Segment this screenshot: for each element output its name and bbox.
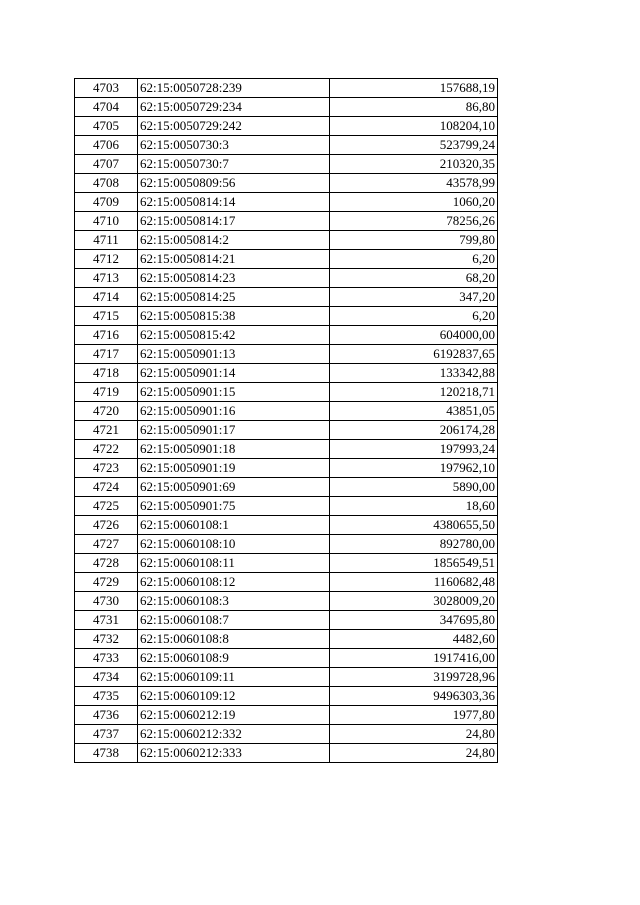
value-cell: 604000,00	[330, 326, 498, 345]
cadastral-number-cell: 62:15:0050814:14	[138, 193, 330, 212]
value-cell: 108204,10	[330, 117, 498, 136]
value-cell: 133342,88	[330, 364, 498, 383]
row-number-cell: 4723	[75, 459, 138, 478]
value-cell: 892780,00	[330, 535, 498, 554]
row-number-cell: 4733	[75, 649, 138, 668]
cadastral-number-cell: 62:15:0050901:19	[138, 459, 330, 478]
cadastral-number-cell: 62:15:0060109:12	[138, 687, 330, 706]
table-row	[75, 326, 498, 345]
table-row	[75, 269, 498, 288]
table-row	[75, 611, 498, 630]
table-row	[75, 459, 498, 478]
row-number-cell: 4706	[75, 136, 138, 155]
cadastral-table	[74, 78, 498, 763]
cadastral-number-cell: 62:15:0060108:1	[138, 516, 330, 535]
row-number-cell: 4718	[75, 364, 138, 383]
value-cell: 9496303,36	[330, 687, 498, 706]
row-number-cell: 4729	[75, 573, 138, 592]
value-cell: 1060,20	[330, 193, 498, 212]
table-row	[75, 440, 498, 459]
table-row	[75, 79, 498, 98]
table-row	[75, 212, 498, 231]
value-cell: 1856549,51	[330, 554, 498, 573]
cadastral-number-cell: 62:15:0060212:333	[138, 744, 330, 763]
cadastral-number-cell: 62:15:0060212:19	[138, 706, 330, 725]
cadastral-number-cell: 62:15:0060109:11	[138, 668, 330, 687]
table-row	[75, 649, 498, 668]
table-row	[75, 117, 498, 136]
value-cell: 120218,71	[330, 383, 498, 402]
row-number-cell: 4736	[75, 706, 138, 725]
value-cell: 24,80	[330, 744, 498, 763]
row-number-cell: 4726	[75, 516, 138, 535]
cadastral-number-cell: 62:15:0050814:17	[138, 212, 330, 231]
row-number-cell: 4734	[75, 668, 138, 687]
cadastral-number-cell: 62:15:0050901:69	[138, 478, 330, 497]
cadastral-number-cell: 62:15:0050901:15	[138, 383, 330, 402]
row-number-cell: 4710	[75, 212, 138, 231]
value-cell: 3028009,20	[330, 592, 498, 611]
row-number-cell: 4730	[75, 592, 138, 611]
cadastral-number-cell: 62:15:0050901:13	[138, 345, 330, 364]
cadastral-number-cell: 62:15:0060108:3	[138, 592, 330, 611]
table-row	[75, 535, 498, 554]
value-cell: 523799,24	[330, 136, 498, 155]
table-row	[75, 573, 498, 592]
cadastral-number-cell: 62:15:0060108:8	[138, 630, 330, 649]
row-number-cell: 4708	[75, 174, 138, 193]
table-row	[75, 231, 498, 250]
value-cell: 347,20	[330, 288, 498, 307]
value-cell: 43851,05	[330, 402, 498, 421]
table-row	[75, 364, 498, 383]
row-number-cell: 4715	[75, 307, 138, 326]
cadastral-number-cell: 62:15:0050728:239	[138, 79, 330, 98]
cadastral-number-cell: 62:15:0050814:25	[138, 288, 330, 307]
cadastral-number-cell: 62:15:0050815:42	[138, 326, 330, 345]
table-row	[75, 345, 498, 364]
value-cell: 86,80	[330, 98, 498, 117]
value-cell: 78256,26	[330, 212, 498, 231]
row-number-cell: 4719	[75, 383, 138, 402]
cadastral-number-cell: 62:15:0050729:242	[138, 117, 330, 136]
row-number-cell: 4720	[75, 402, 138, 421]
value-cell: 157688,19	[330, 79, 498, 98]
row-number-cell: 4709	[75, 193, 138, 212]
value-cell: 197993,24	[330, 440, 498, 459]
row-number-cell: 4727	[75, 535, 138, 554]
table-row	[75, 744, 498, 763]
row-number-cell: 4725	[75, 497, 138, 516]
cadastral-number-cell: 62:15:0050815:38	[138, 307, 330, 326]
table-row	[75, 630, 498, 649]
value-cell: 6192837,65	[330, 345, 498, 364]
value-cell: 3199728,96	[330, 668, 498, 687]
cadastral-number-cell: 62:15:0060108:9	[138, 649, 330, 668]
value-cell: 18,60	[330, 497, 498, 516]
table-row	[75, 193, 498, 212]
value-cell: 347695,80	[330, 611, 498, 630]
table-row	[75, 478, 498, 497]
value-cell: 210320,35	[330, 155, 498, 174]
value-cell: 4482,60	[330, 630, 498, 649]
cadastral-number-cell: 62:15:0050901:14	[138, 364, 330, 383]
value-cell: 4380655,50	[330, 516, 498, 535]
row-number-cell: 4722	[75, 440, 138, 459]
cadastral-number-cell: 62:15:0050901:16	[138, 402, 330, 421]
table-row	[75, 497, 498, 516]
value-cell: 24,80	[330, 725, 498, 744]
row-number-cell: 4711	[75, 231, 138, 250]
table-row	[75, 250, 498, 269]
table-row	[75, 592, 498, 611]
table-row	[75, 155, 498, 174]
row-number-cell: 4703	[75, 79, 138, 98]
row-number-cell: 4714	[75, 288, 138, 307]
cadastral-number-cell: 62:15:0050730:3	[138, 136, 330, 155]
table-row	[75, 554, 498, 573]
cadastral-number-cell: 62:15:0050814:23	[138, 269, 330, 288]
value-cell: 197962,10	[330, 459, 498, 478]
value-cell: 799,80	[330, 231, 498, 250]
cadastral-number-cell: 62:15:0050901:18	[138, 440, 330, 459]
row-number-cell: 4717	[75, 345, 138, 364]
cadastral-number-cell: 62:15:0060212:332	[138, 725, 330, 744]
row-number-cell: 4705	[75, 117, 138, 136]
cadastral-number-cell: 62:15:0050730:7	[138, 155, 330, 174]
cadastral-number-cell: 62:15:0060108:11	[138, 554, 330, 573]
cadastral-number-cell: 62:15:0050814:2	[138, 231, 330, 250]
cadastral-number-cell: 62:15:0050901:17	[138, 421, 330, 440]
row-number-cell: 4704	[75, 98, 138, 117]
table-row	[75, 516, 498, 535]
value-cell: 6,20	[330, 307, 498, 326]
value-cell: 206174,28	[330, 421, 498, 440]
value-cell: 6,20	[330, 250, 498, 269]
cadastral-number-cell: 62:15:0060108:10	[138, 535, 330, 554]
row-number-cell: 4731	[75, 611, 138, 630]
table-row	[75, 687, 498, 706]
value-cell: 1917416,00	[330, 649, 498, 668]
cadastral-number-cell: 62:15:0060108:12	[138, 573, 330, 592]
row-number-cell: 4712	[75, 250, 138, 269]
row-number-cell: 4721	[75, 421, 138, 440]
table-row	[75, 174, 498, 193]
table-row	[75, 402, 498, 421]
row-number-cell: 4735	[75, 687, 138, 706]
table-row	[75, 421, 498, 440]
value-cell: 1977,80	[330, 706, 498, 725]
value-cell: 68,20	[330, 269, 498, 288]
row-number-cell: 4724	[75, 478, 138, 497]
cadastral-number-cell: 62:15:0050901:75	[138, 497, 330, 516]
cadastral-number-cell: 62:15:0050814:21	[138, 250, 330, 269]
table-row	[75, 725, 498, 744]
table-row	[75, 383, 498, 402]
row-number-cell: 4732	[75, 630, 138, 649]
cadastral-number-cell: 62:15:0050729:234	[138, 98, 330, 117]
cadastral-number-cell: 62:15:0060108:7	[138, 611, 330, 630]
cadastral-number-cell: 62:15:0050809:56	[138, 174, 330, 193]
table-row	[75, 307, 498, 326]
row-number-cell: 4728	[75, 554, 138, 573]
row-number-cell: 4707	[75, 155, 138, 174]
row-number-cell: 4737	[75, 725, 138, 744]
value-cell: 1160682,48	[330, 573, 498, 592]
table-row	[75, 706, 498, 725]
table-row	[75, 288, 498, 307]
table-row	[75, 136, 498, 155]
row-number-cell: 4738	[75, 744, 138, 763]
row-number-cell: 4713	[75, 269, 138, 288]
table-body	[75, 79, 498, 763]
table-row	[75, 668, 498, 687]
row-number-cell: 4716	[75, 326, 138, 345]
value-cell: 5890,00	[330, 478, 498, 497]
value-cell: 43578,99	[330, 174, 498, 193]
table-row	[75, 98, 498, 117]
